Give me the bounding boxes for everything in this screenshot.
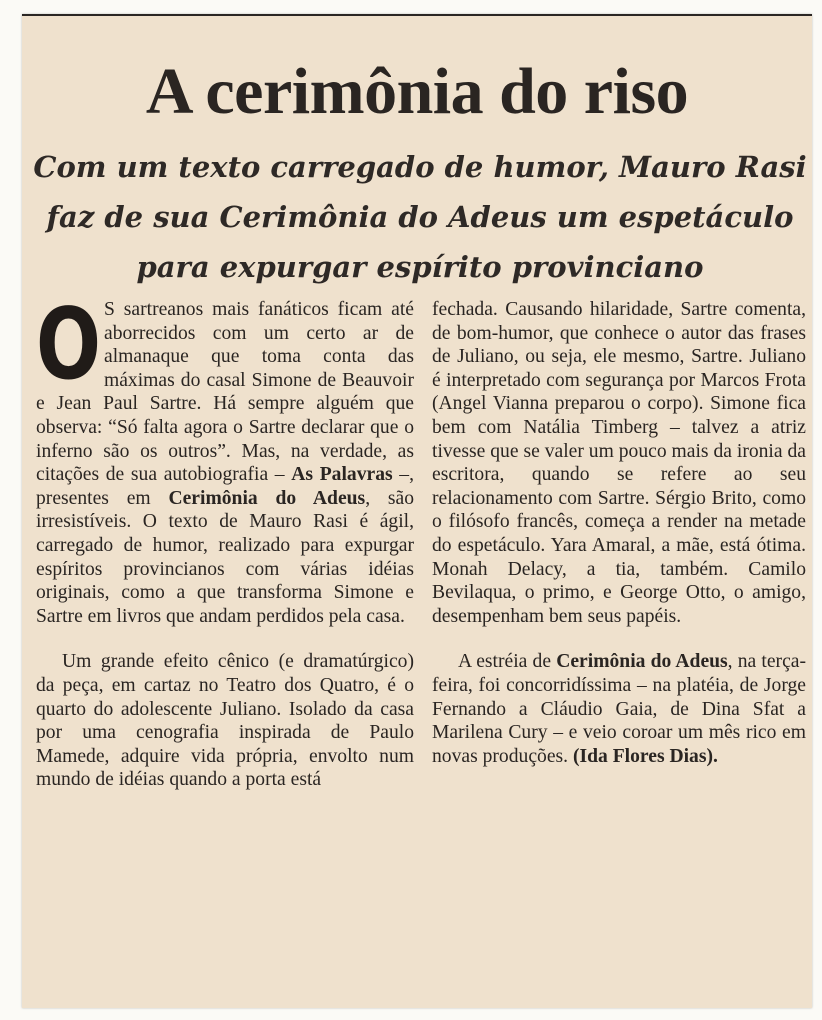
newspaper-clipping: [22, 14, 812, 1008]
author-byline: (Ida Flores Dias).: [572, 745, 718, 767]
article-subtitle: Com um texto carregado de humor, Mauro Rasi faz de sua Cerimônia do Adeus um espetáculo para expurgar espírito provinciano: [33, 150, 807, 284]
paragraph-1-text-a: S sartreanos mais fanáticos ficam até aborrecidos com um certo ar de almanaque que toma conta das máximas do casal Simone de Beauvoir e Jean Paul Sartre. Há sempre alguém que observa: “Só falta agora o Sartre declarar que o inferno são os outros”. Mas, na verdade, as citações de sua autobiografia –: [36, 299, 414, 486]
paragraph-3: fechada. Causando hilaridade, Sartre comenta, de bom-humor, que conhece o autor das frases de Juliano, ou seja, ele mesmo, Sartre. Juliano é interpretado com segurança por Marcos Frota (Angel Vianna preparou o corpo). Simone fica bem com Natália Timberg – talvez a atriz tivesse que se valer um pouco mais da ironia da escritora, quando se refere ao seu relacionamento com Sartre. Sérgio Brito, como o filósofo francês, começa a render na metade do espetáculo. Yara Amaral, a mãe, está ótima. Monah Delacy, a tia, também. Camilo Bevilaqua, o primo, e George Otto, o amigo, desempenham bem seus papéis.: [432, 299, 806, 627]
left-column: [36, 288, 415, 792]
paragraph-4-text-a: A estréia de: [458, 651, 557, 673]
paragraph-4: [432, 650, 806, 768]
play-title-2: Cerimônia do Adeus: [556, 651, 728, 673]
paragraph-1: [36, 288, 415, 628]
paragraph-4-text-b: , na terça-feira, foi concorridíssima – na platéia, de Jorge Fernando a Cláudio Gaia, de Dina Sfat a Marilena Cury – e veio coroar um mês rico em novas produções.: [432, 651, 806, 767]
right-column: [432, 298, 806, 768]
paragraph-2: Um grande efeito cênico (e dramatúrgico) da peça, em cartaz no Teatro dos Quatro, é o quarto do adolescente Juliano. Isolado da casa por uma cenografia inspirada de Paulo Mamede, adquire vida própria, envolto num mundo de idéias quando a porta está: [36, 651, 414, 791]
article-title: A cerimônia do riso: [145, 55, 689, 128]
book-title-as-palavras: As Palavras: [291, 464, 393, 486]
drop-cap: O: [36, 288, 101, 402]
paragraph-1-text-c: , são irresistíveis. O texto de Mauro Rasi é ágil, carregado de humor, realizado para expurgar espíritos provincianos com várias idéias originais, como a que transforma Simone e Sartre em livros que andam perdidos pela casa.: [36, 487, 415, 627]
play-title: Cerimônia do Adeus: [168, 487, 366, 509]
paragraph-1-text-b: –, presentes em: [36, 464, 414, 509]
